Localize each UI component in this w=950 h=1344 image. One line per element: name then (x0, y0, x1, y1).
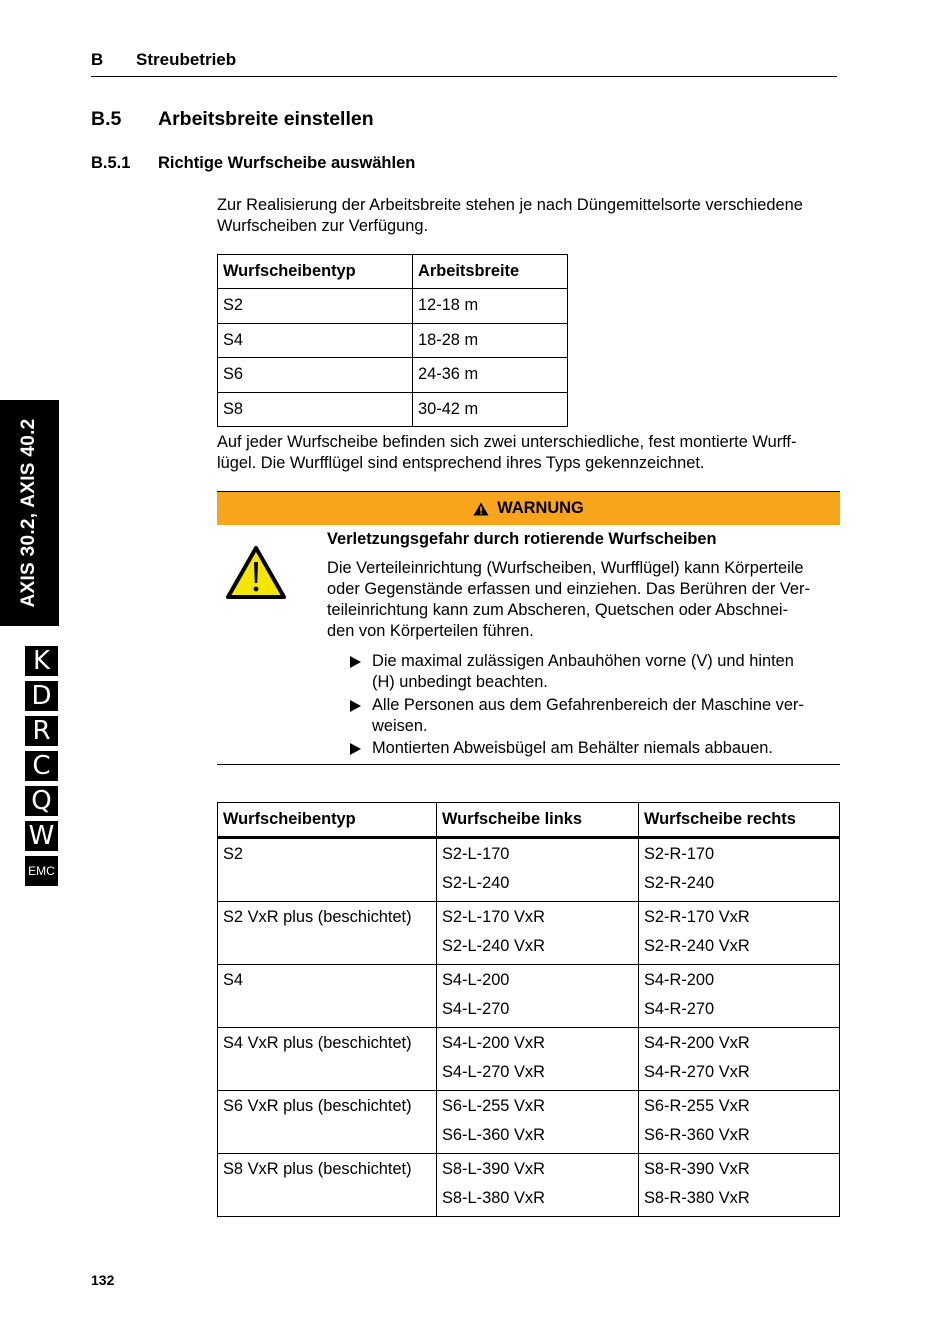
table-row (218, 1091, 840, 1154)
table-cell: S2 (218, 289, 413, 323)
section-title: Arbeitsbreite einstellen (158, 108, 374, 130)
instruction-line: (H) unbedingt beachten. (372, 673, 548, 691)
warning-body (327, 558, 840, 642)
header-divider (91, 76, 837, 77)
subsection-number: B.5.1 (91, 154, 131, 172)
instruction-line: Alle Personen aus dem Gefahrenbereich der Maschine ver- (372, 695, 804, 714)
intro-line: Zur Realisierung der Arbeitsbreite stehen je nach Düngemittelsorte verschiedene (217, 196, 803, 214)
subsection-title: Richtige Wurfscheibe auswählen (158, 154, 416, 172)
header-cell: Arbeitsbreite (413, 255, 568, 289)
table-cell (639, 965, 840, 1028)
cell-line: S6-R-360 VxR (644, 1125, 750, 1144)
table-cell (437, 902, 639, 965)
table-cell (437, 965, 639, 1028)
warning-heading: Verletzungsgefahr durch rotierende Wurfscheiben (327, 530, 717, 548)
chapter-title: Streubetrieb (136, 50, 237, 69)
instruction-line: weisen. (372, 716, 428, 735)
language-tab-q[interactable]: Q (25, 786, 58, 816)
bullet-arrow-icon (350, 700, 361, 712)
table-cell: S6 VxR plus (beschichtet) (218, 1091, 437, 1154)
warning-divider (217, 764, 840, 765)
cell-line: S6-L-360 VxR (442, 1125, 545, 1144)
section-number: B.5 (91, 108, 122, 130)
table-cell: 30-42 m (413, 392, 568, 426)
working-width-table (217, 254, 568, 427)
cell-line: S8-L-380 VxR (442, 1188, 545, 1207)
cell-line: S2-R-240 (644, 873, 715, 892)
table-cell: S8 VxR plus (beschichtet) (218, 1154, 437, 1217)
table-row (218, 358, 568, 392)
cell-line: S4-L-270 VxR (442, 1062, 545, 1081)
cell-line: S4-L-270 (442, 999, 510, 1018)
table-cell: S4 (218, 323, 413, 357)
instruction-item (348, 651, 840, 693)
table-cell: S2 VxR plus (beschichtet) (218, 902, 437, 965)
table-row (218, 838, 840, 902)
table-cell (437, 1028, 639, 1091)
table-cell (639, 838, 840, 902)
paragraph-line: Auf jeder Wurfscheibe befinden sich zwei unterschiedliche, fest montierte Wurff- (217, 433, 797, 451)
header-cell: Wurfscheibentyp (218, 255, 413, 289)
warning-body-line: den von Körperteilen führen. (327, 622, 534, 640)
cell-line: S4-R-200 (644, 971, 715, 989)
cell-line: S6-L-255 VxR (442, 1097, 545, 1115)
table-row (218, 1028, 840, 1091)
table-cell: S2 (218, 838, 437, 902)
warning-instructions (348, 651, 840, 761)
warning-body-line: teileinrichtung kann zum Abscheren, Quetschen oder Abschnei- (327, 601, 789, 619)
header-cell: Wurfscheibentyp (218, 803, 437, 838)
cell-line: S6-R-255 VxR (644, 1097, 750, 1115)
warning-body-line: Die Verteileinrichtung (Wurfscheiben, Wurfflügel) kann Körperteile (327, 559, 804, 577)
table-cell (639, 902, 840, 965)
cell-line: S4-R-200 VxR (644, 1034, 750, 1052)
table-cell: 18-28 m (413, 323, 568, 357)
table-cell: 24-36 m (413, 358, 568, 392)
table-cell (639, 1154, 840, 1217)
product-name: AXIS 30.2, AXIS 40.2 (18, 418, 39, 608)
cell-line: S4-R-270 (644, 999, 715, 1018)
cell-line: S4-L-200 VxR (442, 1034, 545, 1052)
language-tab-emc[interactable]: EMC (25, 856, 58, 886)
table-cell (639, 1091, 840, 1154)
table-cell: S4 (218, 965, 437, 1028)
cell-line: S8-L-390 VxR (442, 1160, 545, 1178)
hazard-warning-icon (225, 545, 287, 600)
table-cell (437, 1091, 639, 1154)
table-row (218, 289, 568, 323)
language-tab-r[interactable]: R (25, 716, 58, 746)
cell-line: S2-R-170 (644, 845, 715, 863)
table-cell: 12-18 m (413, 289, 568, 323)
table-header-row (218, 255, 568, 289)
intro-line: Wurfscheiben zur Verfügung. (217, 217, 429, 235)
warning-triangle-icon (473, 502, 489, 516)
bullet-arrow-icon (350, 656, 361, 668)
instruction-item (348, 738, 840, 759)
cell-line: S2-L-240 (442, 873, 510, 892)
cell-line: S4-L-200 (442, 971, 510, 989)
cell-line: S8-R-380 VxR (644, 1188, 750, 1207)
table-row (218, 323, 568, 357)
warning-banner (217, 491, 840, 525)
warning-body-line: oder Gegenstände erfassen und einziehen. Das Berühren der Ver- (327, 580, 810, 598)
table-row (218, 965, 840, 1028)
table-header-row (218, 803, 840, 838)
table-cell: S8 (218, 392, 413, 426)
table-row (218, 392, 568, 426)
table-cell (437, 838, 639, 902)
instruction-line: Die maximal zulässigen Anbauhöhen vorne (V) und hinten (372, 652, 794, 670)
cell-line: S8-R-390 VxR (644, 1160, 750, 1178)
cell-line: S2-R-240 VxR (644, 936, 750, 955)
warning-label: WARNUNG (497, 499, 584, 517)
page-number: 132 (91, 1272, 115, 1288)
table-row (218, 902, 840, 965)
language-tab-d[interactable]: D (25, 681, 58, 711)
cell-line: S2-L-240 VxR (442, 936, 545, 955)
table-cell (437, 1154, 639, 1217)
intro-paragraph (217, 195, 842, 237)
table-cell (639, 1028, 840, 1091)
header-cell: Wurfscheibe rechts (639, 803, 840, 838)
cell-line: S2-L-170 VxR (442, 908, 545, 926)
header-cell: Wurfscheibe links (437, 803, 639, 838)
cell-line: S4-R-270 VxR (644, 1062, 750, 1081)
language-tab-w[interactable]: W (25, 821, 58, 851)
paragraph-line: lügel. Die Wurfflügel sind entsprechend ihres Typs gekennzeichnet. (217, 454, 705, 472)
bullet-arrow-icon (350, 743, 361, 755)
spreading-disc-table (217, 802, 840, 1217)
chapter-letter: B (91, 50, 104, 69)
table-cell: S4 VxR plus (beschichtet) (218, 1028, 437, 1091)
language-tab-k[interactable]: K (25, 646, 58, 676)
instruction-item (348, 695, 840, 737)
table-cell: S6 (218, 358, 413, 392)
instruction-line: Montierten Abweisbügel am Behälter niemals abbauen. (372, 739, 773, 757)
cell-line: S2-L-170 (442, 845, 510, 863)
blade-paragraph (217, 432, 842, 474)
table-row (218, 1154, 840, 1217)
language-tab-c[interactable]: C (25, 751, 58, 781)
cell-line: S2-R-170 VxR (644, 908, 750, 926)
